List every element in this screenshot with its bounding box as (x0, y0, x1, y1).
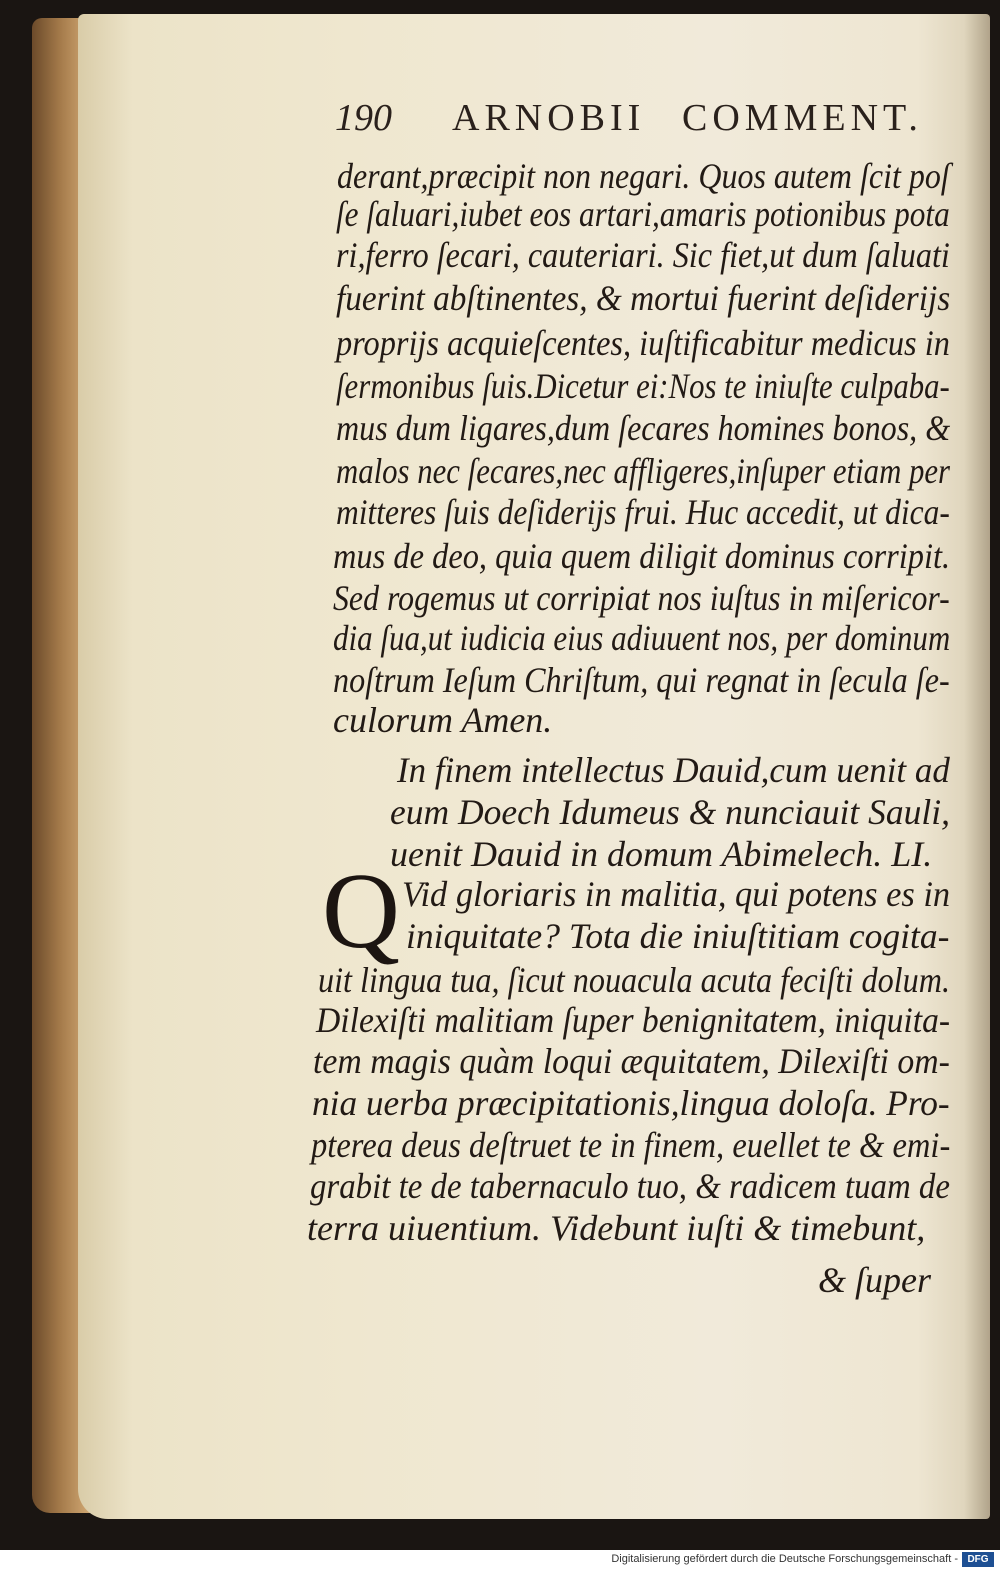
psalm-line: pterea deus deſtruet te in finem, euellet te & emi- (311, 1125, 951, 1165)
footer-bar (0, 1550, 1000, 1571)
body-line: proprijs acquieſcentes, iuſtificabitur medicus in (336, 323, 950, 363)
body-line: malos nec ſecares,nec affligeres,inſuper etiam per (336, 451, 951, 491)
psalm-line: uit lingua tua, ſicut nouacula acuta feciſti dolum. (318, 960, 950, 1000)
psalm-heading-line: In finem intellectus Dauid,cum uenit ad (397, 750, 950, 790)
dfg-logo: DFG (962, 1552, 994, 1567)
psalm-line: nia uerba præcipitationis,lingua doloſa. Pro- (312, 1083, 950, 1123)
body-line: mus dum ligares,dum ſecares homines bonos, & (336, 408, 951, 448)
psalm-line: grabit te de tabernaculo tuo, & radicem tuam de (310, 1166, 950, 1206)
body-line: noſtrum Ieſum Chriſtum, qui regnat in ſecula ſe- (333, 660, 950, 700)
psalm-line: iniquitate? Tota die iniuſtitiam cogita- (406, 916, 950, 956)
body-line: fuerint abſtinentes, & mortui fuerint deſiderijs (336, 278, 951, 318)
body-line: mitteres ſuis deſiderijs frui. Huc accedit, ut dica- (336, 492, 950, 532)
body-line: ri,ferro ſecari, cauteriari. Sic fiet,ut dum ſaluati (336, 235, 950, 275)
psalm-line: terra uiuentium. Videbunt iuſti & timebunt, (307, 1208, 926, 1248)
body-line: derant,præcipit non negari. Quos autem ſcit poſ (337, 156, 950, 196)
body-line: ſe ſaluari,iubet eos artari,amaris potionibus pota (336, 194, 950, 234)
page-number: 190 (335, 97, 392, 139)
running-head-author: ARNOBII (452, 97, 646, 139)
psalm-line: tem magis quàm loqui æquitatem, Dilexiſti om- (313, 1041, 950, 1081)
body-line: culorum Amen. (333, 700, 553, 740)
drop-cap-initial: Q (322, 852, 400, 971)
body-line: dia ſua,ut iudicia eius adiuuent nos, per dominum (333, 618, 951, 658)
funding-notice: Digitalisierung gefördert durch die Deutsche Forschungsgemeinschaft - (611, 1553, 958, 1565)
psalm-heading-line: eum Doech Idumeus & nunciauit Sauli, (390, 792, 950, 832)
body-line: mus de deo, quia quem diligit dominus corripit. (333, 536, 951, 576)
body-line: ſermonibus ſuis.Dicetur ei:Nos te iniuſte culpaba- (336, 366, 950, 406)
running-head-title: COMMENT. (682, 97, 923, 139)
psalm-line: Dilexiſti malitiam ſuper benignitatem, iniquita- (316, 1000, 951, 1040)
catchword: & ſuper (818, 1260, 931, 1300)
psalm-heading-line: uenit Dauid in domum Abimelech. LI. (390, 834, 933, 874)
psalm-line: Vid gloriaris in malitia, qui potens es in (402, 874, 951, 914)
body-line: Sed rogemus ut corripiat nos iuſtus in miſericor- (333, 578, 950, 618)
page-gutter-shadow (964, 14, 990, 1519)
